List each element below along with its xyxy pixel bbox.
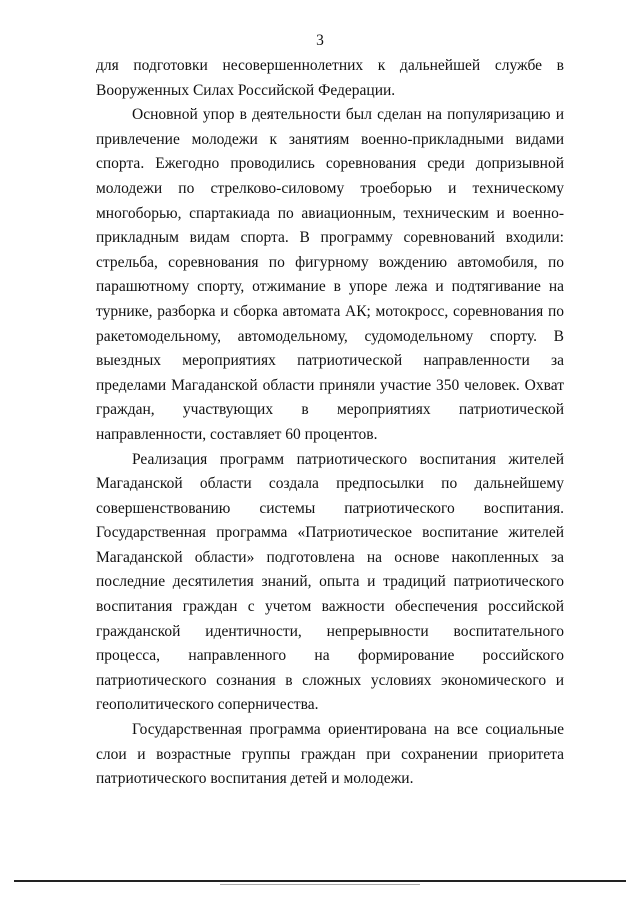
paragraph-continuation: для подготовки несовершеннолетних к дальнейшей службе в Вооруженных Силах Российской Федерации. (96, 57, 564, 99)
bottom-scan-line-faint (220, 884, 420, 885)
page-number: 3 (316, 32, 324, 49)
document-body (96, 54, 564, 792)
paragraph-program-development: Реализация программ патриотического воспитания жителей Магаданской области создала предпосылки по дальнейшему совершенствованию системы патриотического воспитания. Государственная программа «Патриотическое воспитание жителей Магаданской области» подготовлена на основе накопленных за последние десятилетия знаний, опыта и традиций патриотического воспитания граждан с учетом важности обеспечения российской гражданской идентичности, непрерывности воспитательного процесса, направленного на формирование российского патриотического сознания в сложных условиях экономического и геополитического соперничества. (96, 450, 564, 714)
paragraph-program-focus: Государственная программа ориентирована на все социальные слои и возрастные группы граждан при сохранении приоритета патриотического воспитания детей и молодежи. (96, 721, 564, 788)
bottom-scan-line (14, 880, 626, 882)
paragraph-sports-activities: Основной упор в деятельности был сделан на популяризацию и привлечение молодежи к занятиям военно-прикладными видами спорта. Ежегодно проводились соревнования среди допризывной молодежи по стрелково-силовому троеборью и техническому многоборью, спартакиада по авиационным, техническим и военно-прикладным видам спорта. В программу соревнований входили: стрельба, соревнования по фигурному вождению автомобиля, по парашютному спорту, отжимание в упоре лежа и подтягивание на турнике, разборка и сборка автомата АК; мотокросс, соревнования по ракетомодельному, автомодельному, судомодельному спорту. В выездных мероприятиях патриотической направленности за пределами Магаданской области приняли участие 350 человек. Охват граждан, участвующих в мероприятиях патриотической направленности, составляет 60 процентов. (96, 106, 564, 443)
